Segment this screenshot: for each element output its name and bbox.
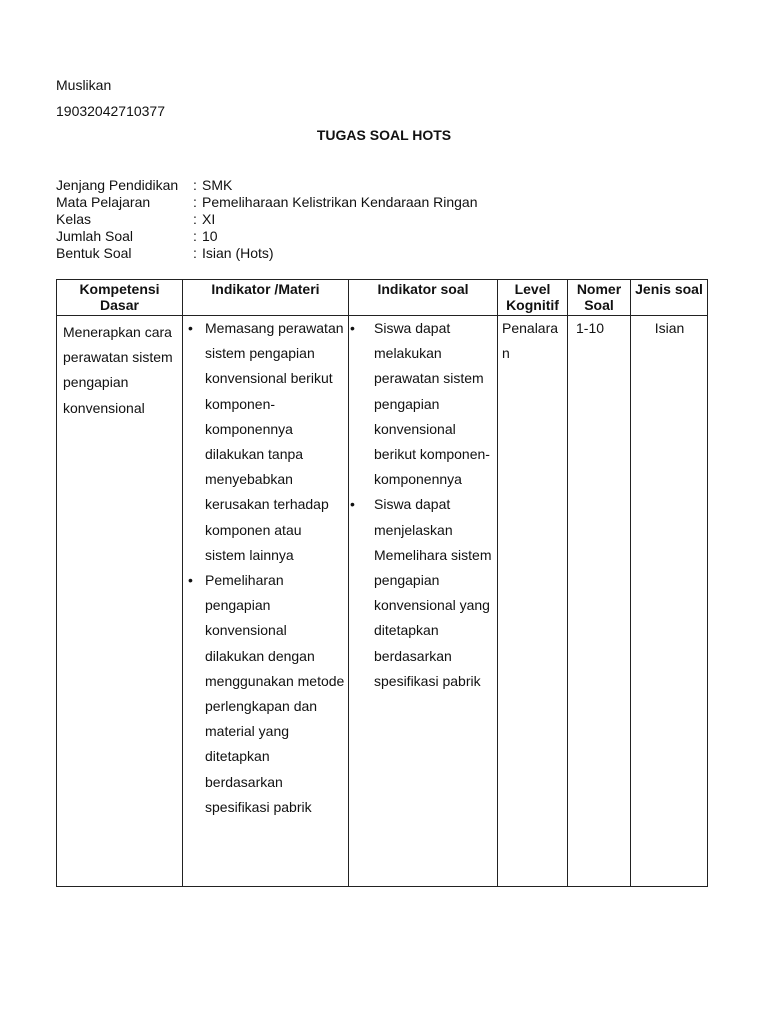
hots-table bbox=[56, 279, 708, 887]
info-row-jumlah bbox=[56, 228, 218, 245]
info-label: Kelas bbox=[56, 211, 92, 227]
list-item: • Pemeliharan pengapian konvensional dilakukan dengan menggunakan metode perlengkapan dan material yang ditetapkan berdasarkan spesifikasi pabrik bbox=[187, 568, 345, 820]
table-header-row bbox=[57, 280, 708, 316]
author-name: Muslikan bbox=[56, 77, 112, 93]
list-item: • Siswa dapat melakukan perawatan sistem pengapian konvensional berikut komponen-komponennya bbox=[353, 316, 494, 492]
cell-level-kognitif: Penalaran bbox=[498, 316, 568, 887]
header-indikator-soal: Indikator soal bbox=[349, 280, 498, 316]
info-value: 10 bbox=[202, 228, 218, 244]
cell-kompetensi: Menerapkan cara perawatan sistem pengapian konvensional bbox=[57, 316, 183, 887]
info-value: XI bbox=[202, 211, 216, 227]
info-row-jenjang bbox=[56, 177, 232, 194]
header-jenis-soal: Jenis soal bbox=[631, 280, 708, 316]
cell-jenis-soal: Isian bbox=[631, 316, 708, 887]
info-label: Jenjang Pendidikan bbox=[56, 177, 179, 193]
header-nomer-soal: Nomer Soal bbox=[568, 280, 631, 316]
info-label: Mata Pelajaran bbox=[56, 194, 151, 210]
info-value: SMK bbox=[202, 177, 233, 193]
header-kompetensi-dasar: Kompetensi Dasar bbox=[57, 280, 183, 316]
info-separator: : bbox=[193, 245, 197, 261]
info-row-kelas bbox=[56, 211, 215, 228]
list-item: • Siswa dapat menjelaskan Memelihara sistem pengapian konvensional yang ditetapkan berdasarkan spesifikasi pabrik bbox=[353, 492, 494, 694]
table-row bbox=[57, 316, 708, 887]
cell-materi bbox=[183, 316, 349, 887]
header-indikator-materi: Indikator /Materi bbox=[183, 280, 349, 316]
info-label: Bentuk Soal bbox=[56, 245, 132, 261]
info-label: Jumlah Soal bbox=[56, 228, 134, 244]
info-separator: : bbox=[193, 211, 197, 227]
author-id: 19032042710377 bbox=[56, 103, 166, 119]
info-value: Isian (Hots) bbox=[202, 245, 274, 261]
list-item: • Memasang perawatan sistem pengapian konvensional berikut komponen-komponennya dilakukan tanpa menyebabkan kerusakan terhadap komponen atau sistem lainnya bbox=[187, 316, 345, 568]
info-value: Pemeliharaan Kelistrikan Kendaraan Ringan bbox=[202, 194, 478, 210]
cell-nomer-soal: 1-10 bbox=[568, 316, 631, 887]
info-separator: : bbox=[193, 228, 197, 244]
info-row-bentuk bbox=[56, 245, 274, 262]
info-separator: : bbox=[193, 194, 197, 210]
info-row-mapel bbox=[56, 194, 478, 211]
cell-indikator-soal bbox=[349, 316, 498, 887]
info-separator: : bbox=[193, 177, 197, 193]
header-level-kognitif: Level Kognitif bbox=[498, 280, 568, 316]
document-title: TUGAS SOAL HOTS bbox=[316, 127, 452, 143]
